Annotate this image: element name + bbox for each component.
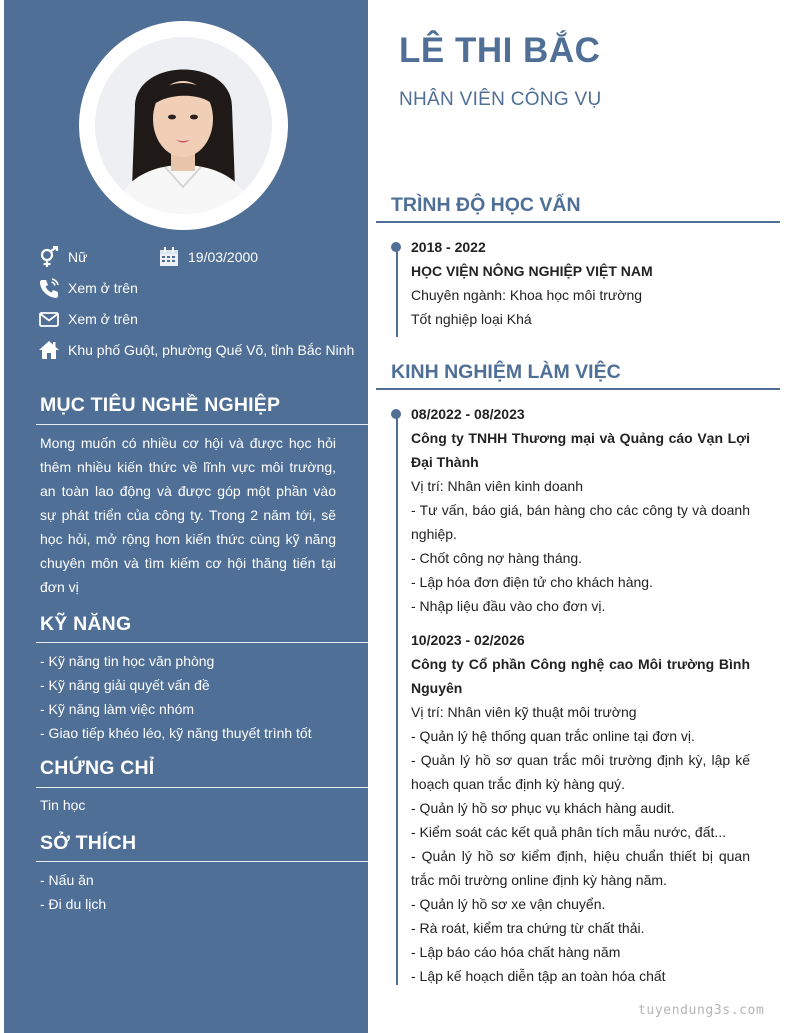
job-duty: - Kiểm soát các kết quả phân tích mẫu nước, đất... xyxy=(411,824,727,840)
job-duty: - Lập hóa đơn điện tử cho khách hàng. xyxy=(411,574,653,590)
education-grade: Tốt nghiệp loại Khá xyxy=(411,311,532,327)
job-company: Công ty Cổ phần Công nghệ cao Môi trường Bình Nguyên xyxy=(411,656,750,696)
calendar-icon xyxy=(158,246,180,268)
skills-heading: KỸ NĂNG xyxy=(40,613,132,635)
gender-icon xyxy=(38,246,60,268)
envelope-icon xyxy=(38,308,60,330)
certificates-heading: CHỨNG CHỈ xyxy=(40,757,155,779)
job-period: 08/2022 - 08/2023 xyxy=(411,406,525,422)
timeline-dot xyxy=(391,242,401,252)
phone-icon xyxy=(38,277,60,299)
skills-divider xyxy=(36,642,368,643)
job-period: 10/2023 - 02/2026 xyxy=(411,632,525,648)
skill-item: - Kỹ năng làm việc nhóm xyxy=(40,701,195,717)
job-company: Công ty TNHH Thương mại và Quảng cáo Vạn Lợi Đại Thành xyxy=(411,430,750,470)
objective-text: Mong muốn có nhiều cơ hội và được học hỏi thêm nhiều kiến thức về lĩnh vực môi trường, an toàn lao động và được góp một phần vào sự phát triển của công ty. Trong 2 năm tới, sẽ học hỏi, mở rộng hơn kiến thức cùng kỹ năng chuyên môn và tìm kiếm cơ hội thăng tiến tại đơn vị xyxy=(40,435,336,595)
certificates-list xyxy=(40,793,85,817)
email-text: Xem ở trên xyxy=(68,311,138,327)
experience-divider xyxy=(376,388,780,390)
education-major: Chuyên ngành: Khoa học môi trường xyxy=(411,287,643,303)
email-row xyxy=(38,308,138,330)
experience-entry xyxy=(411,628,750,988)
watermark: tuyendung3s.com xyxy=(638,1003,765,1018)
experience-entry xyxy=(411,402,750,618)
job-duty: - Quản lý hệ thống quan trắc online tại đơn vị. xyxy=(411,728,695,744)
education-heading: TRÌNH ĐỘ HỌC VẤN xyxy=(391,194,581,216)
hobby-item: - Nấu ăn xyxy=(40,872,94,888)
job-position: Vị trí: Nhân viên kinh doanh xyxy=(411,478,583,494)
timeline-dot xyxy=(391,409,401,419)
job-position: Vị trí: Nhân viên kỹ thuật môi trường xyxy=(411,704,637,720)
experience-timeline xyxy=(396,412,398,985)
hobbies-list xyxy=(40,868,106,916)
phone-text: Xem ở trên xyxy=(68,280,138,296)
skill-item: - Kỹ năng tin học văn phòng xyxy=(40,653,215,669)
candidate-name: LÊ THI BẮC xyxy=(399,31,601,70)
experience-heading: KINH NGHIỆM LÀM VIỆC xyxy=(391,361,621,383)
hobbies-heading: SỞ THÍCH xyxy=(40,832,137,854)
education-entry xyxy=(411,235,750,331)
candidate-job-title: NHÂN VIÊN CÔNG VỤ xyxy=(399,89,602,110)
skill-item: - Giao tiếp khéo léo, kỹ năng thuyết trình tốt xyxy=(40,725,312,741)
address-row xyxy=(38,339,354,361)
job-duty: - Quản lý hồ sơ kiểm định, hiệu chuẩn thiết bị quan trắc môi trường online định kỳ hàng năm. xyxy=(411,848,750,888)
job-duty: - Lập kế hoạch diễn tập an toàn hóa chất xyxy=(411,968,666,984)
job-duty: - Quản lý hồ sơ quan trắc môi trường định kỳ, lập kế hoạch quan trắc định kỳ hàng quý. xyxy=(411,752,750,792)
objective-divider xyxy=(36,424,368,425)
skill-item: - Kỹ năng giải quyết vấn đề xyxy=(40,677,210,693)
job-duty: - Quản lý hồ sơ xe vận chuyển. xyxy=(411,896,606,912)
education-period: 2018 - 2022 xyxy=(411,239,486,255)
job-duty: - Quản lý hồ sơ phục vụ khách hàng audit. xyxy=(411,800,675,816)
job-duty: - Nhập liệu đầu vào cho đơn vị. xyxy=(411,598,606,614)
gender-text: Nữ xyxy=(68,249,88,265)
avatar xyxy=(95,37,272,214)
job-duty: - Tư vấn, báo giá, bán hàng cho các công ty và doanh nghiệp. xyxy=(411,502,750,542)
address-text: Khu phố Guột, phường Quế Võ, tỉnh Bắc Ninh xyxy=(68,342,355,358)
education-school: HỌC VIỆN NÔNG NGHIỆP VIỆT NAM xyxy=(411,263,653,279)
birthdate-row xyxy=(158,246,258,268)
education-timeline xyxy=(396,245,398,337)
birthdate-text: 19/03/2000 xyxy=(188,249,259,265)
home-icon xyxy=(38,339,60,361)
hobbies-divider xyxy=(36,861,368,862)
certificates-divider xyxy=(36,787,368,788)
job-duty: - Rà roát, kiểm tra chứng từ chất thải. xyxy=(411,920,645,936)
skills-list xyxy=(40,649,312,745)
job-duty: - Chốt công nợ hàng tháng. xyxy=(411,550,583,566)
hobby-item: - Đi du lịch xyxy=(40,896,107,912)
avatar-photo xyxy=(95,37,272,214)
gender-row xyxy=(38,246,87,268)
phone-row xyxy=(38,277,138,299)
certificate-item: Tin học xyxy=(40,797,86,813)
objective-heading: MỤC TIÊU NGHỀ NGHIỆP xyxy=(40,394,281,416)
education-divider xyxy=(376,221,780,223)
job-duty: - Lập báo cáo hóa chất hàng năm xyxy=(411,944,621,960)
